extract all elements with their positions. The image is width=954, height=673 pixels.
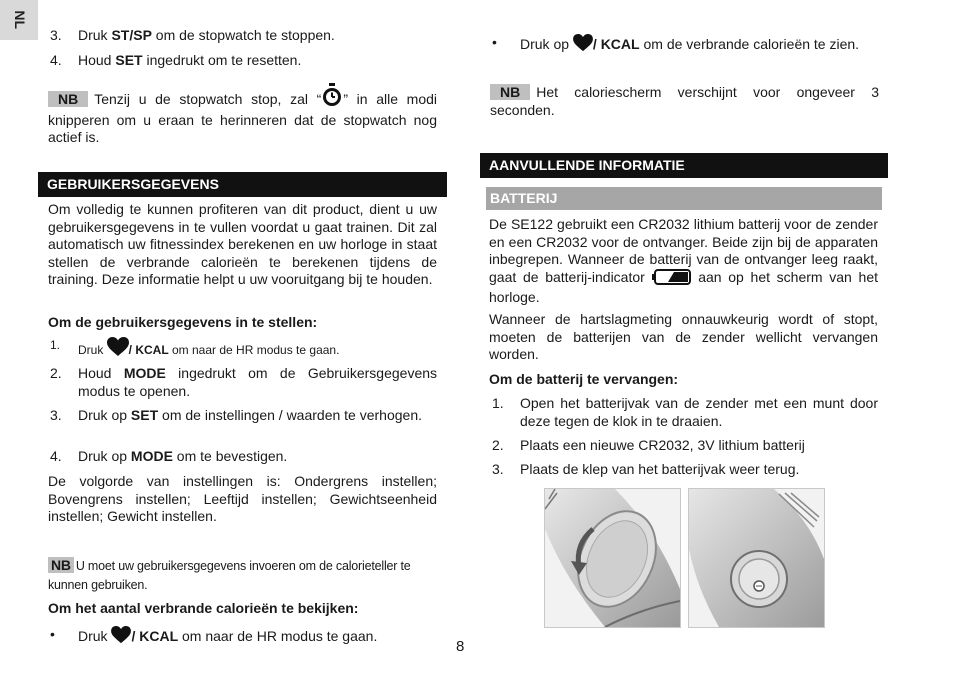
view-calories-bullet bbox=[50, 626, 440, 649]
note-user-data-required bbox=[48, 557, 440, 595]
list-number: 2. bbox=[492, 437, 504, 453]
list-number: 1. bbox=[50, 338, 61, 352]
step-text: Druk bbox=[78, 343, 107, 357]
step-text: Druk bbox=[78, 628, 112, 644]
user-data-step-1 bbox=[50, 337, 440, 362]
user-data-step-4 bbox=[50, 448, 440, 466]
step-text: Druk op bbox=[78, 448, 131, 464]
subheading-replace-battery: Om de batterij te vervangen: bbox=[489, 371, 679, 387]
step-key: SET bbox=[115, 52, 143, 68]
bullet-mark: • bbox=[50, 626, 55, 642]
language-tab bbox=[0, 0, 38, 40]
heart-icon bbox=[111, 626, 131, 649]
subheading-set-user-data: Om de gebruikersgegevens in te stellen: bbox=[48, 314, 318, 330]
step-text: Druk op bbox=[520, 36, 573, 52]
step-text: Druk op bbox=[78, 407, 131, 423]
battery-icon bbox=[652, 269, 692, 290]
step-text: Druk bbox=[78, 27, 112, 43]
step-text: ingedrukt om te resetten. bbox=[142, 52, 302, 68]
list-number: 3. bbox=[492, 461, 504, 477]
note-text: Tenzij u de stopwatch stop, zal “ bbox=[94, 91, 322, 107]
step-text: Houd bbox=[78, 365, 124, 381]
list-number: 2. bbox=[50, 365, 62, 381]
battery-replace-paragraph: Wanneer de hartslagmeting onnauwkeurig wordt of stopt, moeten de batterijen van de zender wellicht vervangen worden. bbox=[489, 311, 878, 362]
step-key: / KCAL bbox=[592, 36, 640, 52]
note-text: Het caloriescherm verschijnt voor ongeveer 3 seconden. bbox=[490, 84, 879, 118]
step-text: Open het batterijvak van de zender met een munt door deze tegen de klok in te draaien. bbox=[520, 395, 878, 429]
nb-badge: NB bbox=[490, 84, 530, 100]
step-key: ST/SP bbox=[111, 27, 152, 43]
subsection-title: BATTERIJ bbox=[490, 190, 558, 206]
list-number: 3. bbox=[50, 27, 62, 43]
heart-icon bbox=[107, 337, 129, 362]
list-number: 4. bbox=[50, 448, 62, 464]
note-text: U moet uw gebruikersgegevens invoeren om de calorieteller te kunnen gebruiken. bbox=[48, 559, 411, 592]
section-title: AANVULLENDE INFORMATIE bbox=[489, 157, 685, 173]
illustration-battery-compartment bbox=[688, 488, 825, 628]
paragraph-text: De SE122 gebruikt een CR2032 lithium batterij voor de zender en een CR2032 voor de ontvanger. Beide zijn bij de apparaten inbegrepen. Wanneer de batterij van de ontvanger leeg raakt, gaat de batterij-indicator bbox=[489, 216, 878, 285]
battery-step-1 bbox=[492, 395, 878, 430]
user-data-step-3 bbox=[50, 407, 437, 425]
battery-step-2 bbox=[492, 437, 878, 455]
step-text: om naar de HR modus te gaan. bbox=[168, 343, 340, 357]
heart-icon bbox=[573, 34, 593, 57]
user-data-intro: Om volledig te kunnen profiteren van dit product, dient u uw gebruikersgegevens in te vullen voordat u gaat trainen. Dit zal automatisch uw fitnessindex berekenen en uw horloge in staat stellen de verbrande calorieën te berekenen tijdens de training. Deze informatie helpt u uw vooruitgang bij te houden. bbox=[48, 201, 437, 287]
step-text: Plaats een nieuwe CR2032, 3V lithium batterij bbox=[520, 437, 805, 453]
note-stopwatch bbox=[48, 83, 437, 147]
battery-step-3 bbox=[492, 461, 878, 479]
step-text: Plaats de klep van het batterijvak weer terug. bbox=[520, 461, 800, 477]
step-key: / KCAL bbox=[128, 343, 169, 357]
user-data-step-2 bbox=[50, 365, 437, 400]
step-text: om de stopwatch te stoppen. bbox=[151, 27, 335, 43]
section-header-user-data bbox=[38, 172, 447, 197]
illustration-open-battery-cover bbox=[544, 488, 681, 628]
subsection-header-battery bbox=[486, 187, 882, 210]
battery-intro-paragraph bbox=[489, 216, 878, 307]
step-key: MODE bbox=[123, 365, 166, 381]
section-header-additional-info bbox=[480, 153, 888, 178]
settings-order-paragraph: De volgorde van instellingen is: Ondergrens instellen; Bovengrens instellen; Leeftijd instellen; Gewichtseenheid instellen; Gewicht instellen. bbox=[48, 473, 437, 524]
paragraph-text: aan op het scherm van het horloge. bbox=[489, 268, 878, 305]
step-text: Houd bbox=[78, 52, 116, 68]
step-text: om naar de HR modus te gaan. bbox=[178, 628, 378, 644]
note-text: ” in alle modi knipperen om u eraan te herinneren dat de stopwatch nog actief is. bbox=[48, 91, 437, 145]
step-text: om de verbrande calorieën te zien. bbox=[639, 36, 860, 52]
language-tab-label: NL bbox=[11, 10, 28, 30]
step-text: ingedrukt om de Gebruikersgegevens modus te openen. bbox=[78, 365, 438, 399]
step-key: MODE bbox=[130, 448, 173, 464]
list-number: 3. bbox=[50, 407, 62, 423]
nb-badge: NB bbox=[48, 557, 74, 573]
subheading-view-calories: Om het aantal verbrande calorieën te bekijken: bbox=[48, 600, 359, 616]
section-title: GEBRUIKERSGEGEVENS bbox=[47, 176, 219, 192]
stopwatch-icon bbox=[321, 83, 343, 112]
list-number: 4. bbox=[50, 52, 62, 68]
bullet-mark: • bbox=[492, 34, 497, 50]
step-text: om te bevestigen. bbox=[172, 448, 288, 464]
stopwatch-step-4 bbox=[50, 52, 440, 70]
step-key: / KCAL bbox=[131, 628, 179, 644]
nb-badge: NB bbox=[48, 91, 88, 107]
stopwatch-step-3 bbox=[50, 27, 440, 45]
calories-bullet bbox=[492, 34, 884, 57]
step-text: om de instellingen / waarden te verhogen. bbox=[158, 407, 422, 423]
list-number: 1. bbox=[492, 395, 504, 411]
note-calorie-screen bbox=[490, 84, 879, 119]
page-number: 8 bbox=[456, 638, 465, 655]
step-key: SET bbox=[130, 407, 159, 423]
